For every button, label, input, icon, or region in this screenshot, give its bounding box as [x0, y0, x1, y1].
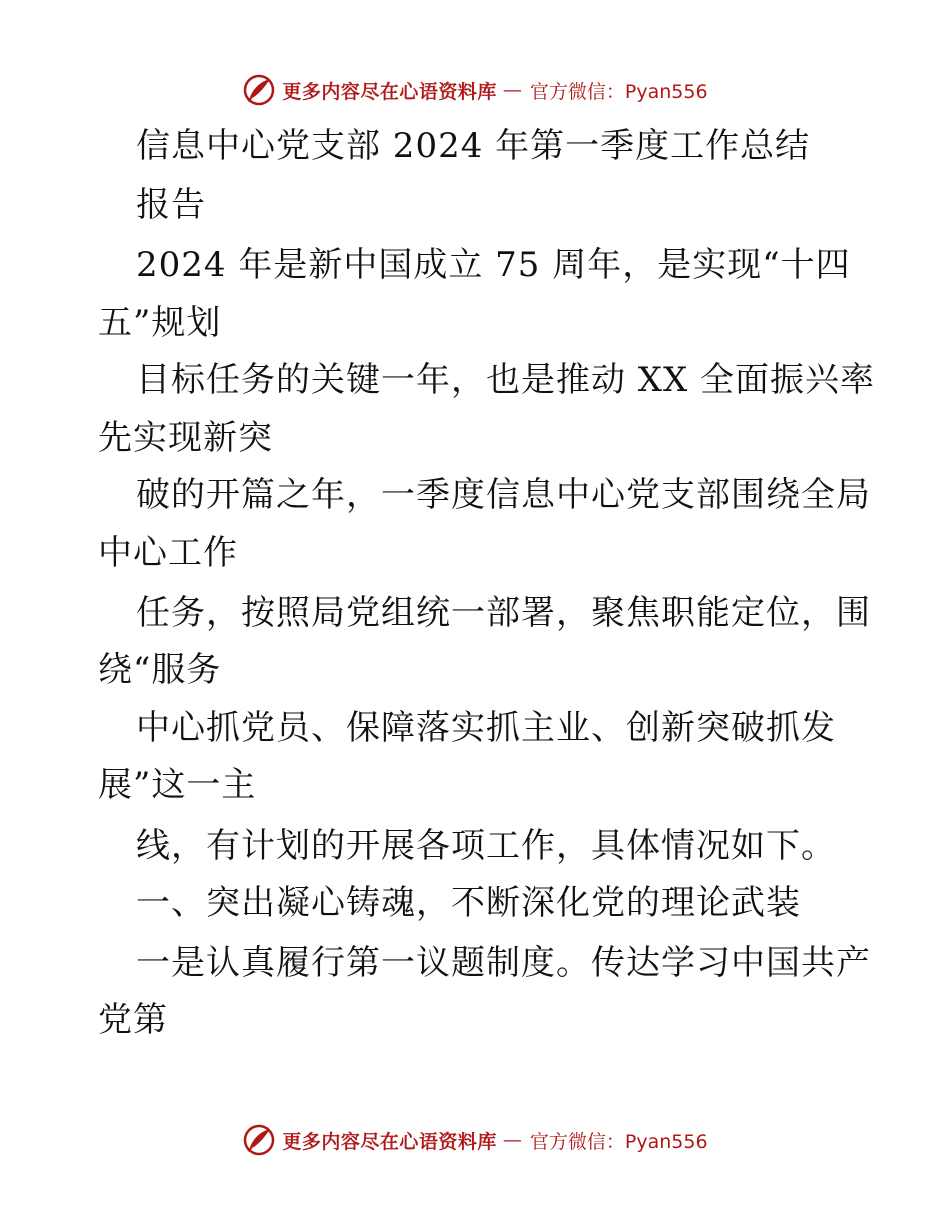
watermark-brand: 更多内容尽在心语资料库 — [282, 80, 497, 103]
doc-line: 2024 年是新中国成立 75 周年，是实现“十四 — [136, 245, 851, 285]
doc-line: 线，有计划的开展各项工作，具体情况如下。 — [136, 826, 836, 866]
doc-line: 一是认真履行第一议题制度。传达学习中国共产 — [136, 943, 871, 983]
watermark-footer — [0, 1120, 950, 1160]
doc-line: 目标任务的关键一年，也是推动 XX 全面振兴率 — [136, 360, 876, 400]
doc-line: 展”这一主 — [98, 765, 257, 805]
quill-logo-icon — [242, 73, 276, 107]
doc-line: 中心抓党员、保障落实抓主业、创新突破抓发 — [136, 708, 836, 748]
watermark-brand: 更多内容尽在心语资料库 — [282, 1130, 497, 1153]
doc-line: 信息中心党支部 2024 年第一季度工作总结 — [136, 126, 811, 166]
watermark-header — [0, 70, 950, 110]
doc-line: 中心工作 — [98, 533, 238, 573]
watermark-wechat: 官方微信：Pyan556 — [529, 80, 708, 103]
doc-line: 五”规划 — [98, 303, 222, 343]
doc-line: 党第 — [98, 1000, 168, 1040]
quill-logo-icon — [242, 1123, 276, 1157]
watermark-wechat: 官方微信：Pyan556 — [529, 1130, 708, 1153]
doc-line: 一、突出凝心铸魂，不断深化党的理论武装 — [136, 883, 801, 923]
doc-line: 报告 — [136, 185, 206, 225]
watermark-dash: — — [502, 79, 522, 101]
doc-line: 先实现新突 — [98, 418, 273, 458]
doc-line: 破的开篇之年，一季度信息中心党支部围绕全局 — [136, 475, 871, 515]
watermark-dash: — — [502, 1129, 522, 1151]
doc-line: 绕“服务 — [98, 650, 222, 690]
doc-line: 任务，按照局党组统一部署，聚焦职能定位，围 — [136, 593, 871, 633]
